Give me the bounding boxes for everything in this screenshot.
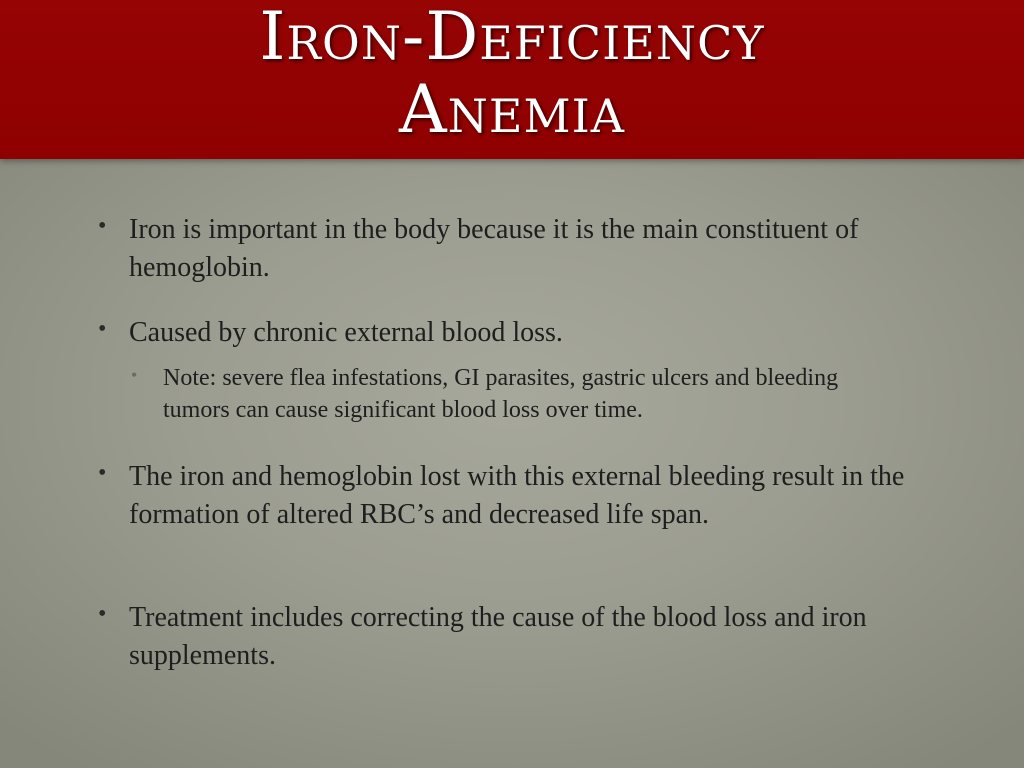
bullet-marker: • [98,213,107,239]
sub-bullet-marker: • [131,365,138,385]
bullet-text: Treatment includes correcting the cause of the blood loss and iron supplements. [129,602,867,671]
bullet-text: Iron is important in the body because it is the main constituent of hemoglobin. [129,214,859,283]
bullet-text: Caused by chronic external blood loss. [129,317,563,348]
bullet-text: The iron and hemoglobin lost with this external bleeding result in the formation of altered RBC’s and decreased life span. [129,461,905,530]
sub-bullet-text: Note: severe flea infestations, GI parasites, gastric ulcers and bleeding tumors can cause significant blood loss over time. [163,365,839,423]
slide-title-line-1: Iron-Deficiency [259,0,765,75]
bullet-marker: • [98,316,107,342]
bullet-marker: • [98,460,107,486]
slide-title-line-2: Anemia [399,71,625,148]
bullet-marker: • [98,601,107,627]
